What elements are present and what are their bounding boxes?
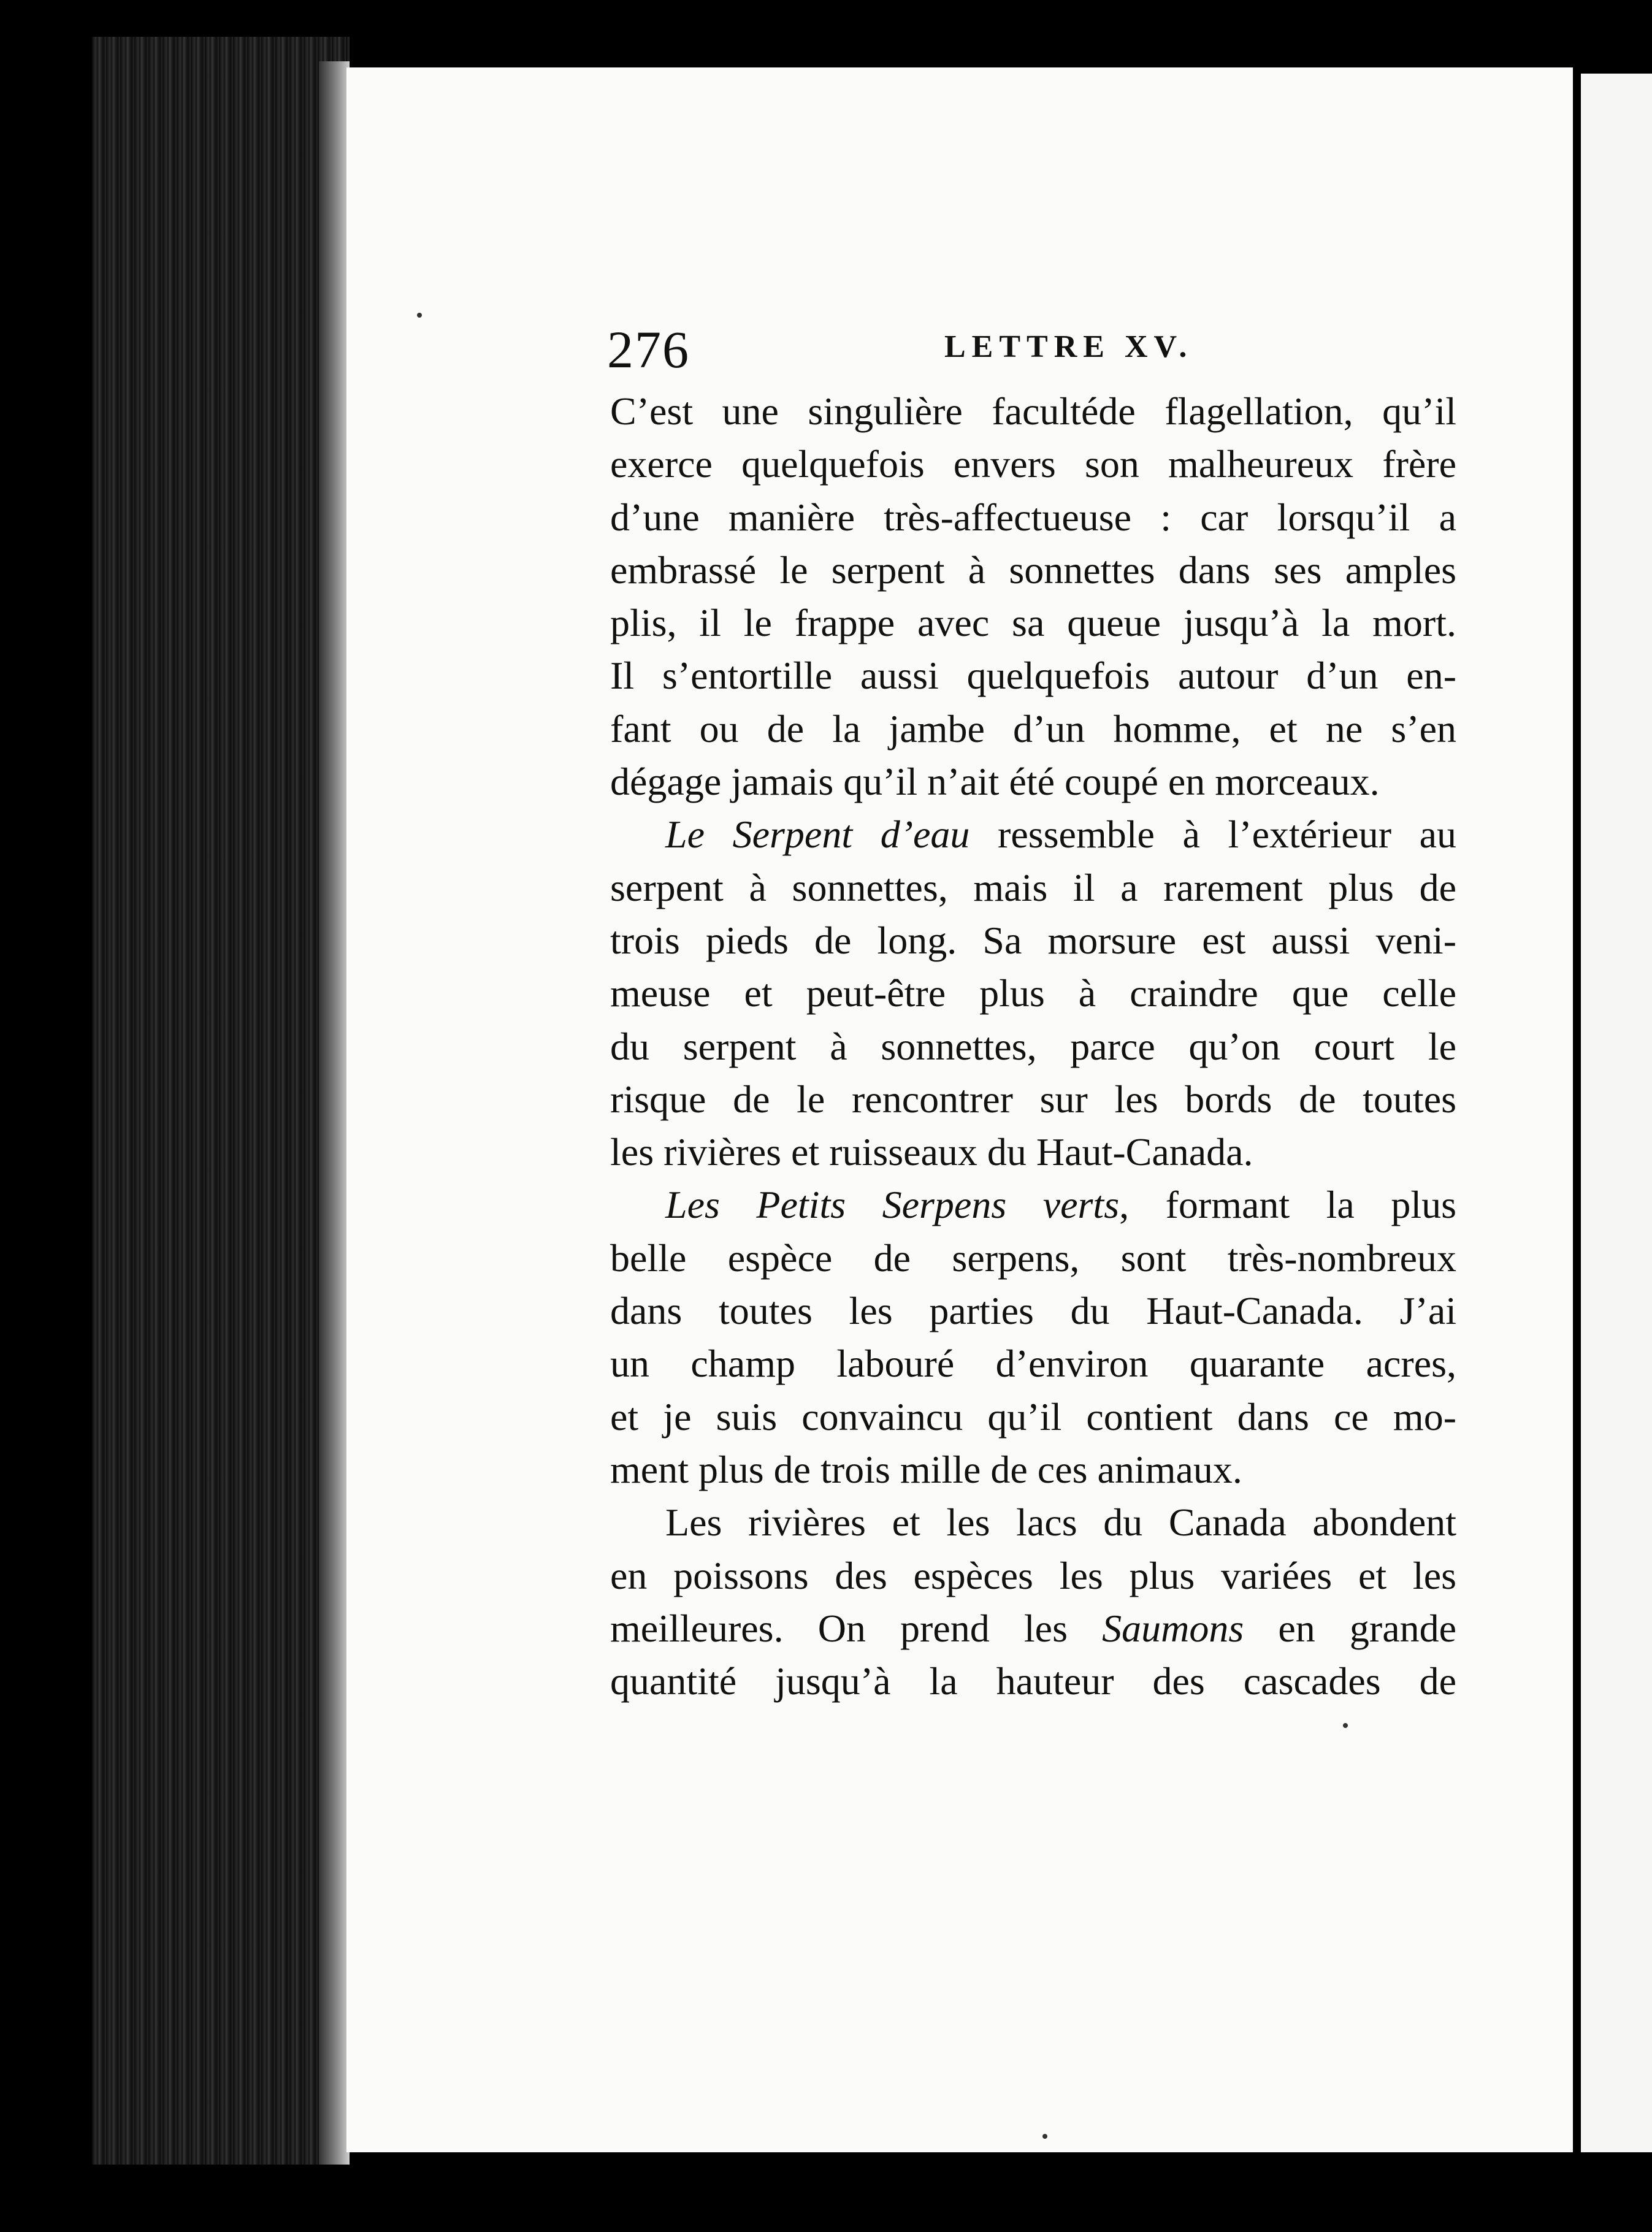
text-line: dans toutes les parties du Haut-Canada. J’ai [610,1289,1456,1333]
text-line: serpent à sonnettes, mais il a rarement plus de [610,865,1456,909]
page-edge-rule [1575,67,1581,2152]
text-line: en poissons des espèces les plus variées et les [610,1553,1456,1597]
species-name: Les Petits Serpens verts [665,1183,1120,1227]
text-line: fant ou de la jambe d’un homme, et ne s’en [610,706,1456,751]
scan-speck [1343,1723,1348,1728]
text-line: embrassé le serpent à sonnettes dans ses amples [610,548,1456,592]
text-line: du serpent à sonnettes, parce qu’on court le [610,1024,1456,1068]
species-name: Le Serpent d’eau [665,812,970,857]
text-line: Il s’entortille aussi quelquefois autour d’un en- [610,654,1456,698]
text-line: Le Serpent d’eau ressemble à l’extérieur au [665,812,1456,857]
text-line: les rivières et ruisseaux du Haut-Canada. [610,1130,1253,1174]
book-binding-edge [92,37,350,2165]
text-line: et je suis convaincu qu’il contient dans ce mo- [610,1394,1456,1439]
text-line: C’est une singulière facultéde flagellation, qu’il [610,389,1456,433]
page-number: 276 [607,320,690,379]
running-head [607,319,1466,380]
next-page-edge [1581,74,1652,2152]
text-line: Les rivières et les lacs du Canada abondent [665,1500,1456,1545]
letter-heading: LETTRE XV. [944,329,1193,364]
page-gutter-shadow [319,61,350,2165]
text-line: trois pieds de long. Sa morsure est aussi veni- [610,918,1456,962]
body-text [610,385,1456,1708]
text-line: belle espèce de serpens, sont très-nombreux [610,1236,1456,1280]
text-line: ment plus de trois mille de ces animaux. [610,1447,1242,1491]
text-line: meilleures. On prend les Saumons en grande [610,1606,1456,1650]
scan-speck [417,313,422,318]
text-line: exerce quelquefois envers son malheureux frère [610,442,1456,486]
text-line: risque de le rencontrer sur les bords de toutes [610,1077,1456,1121]
scan-speck [1042,2134,1047,2139]
text-line: quantité jusqu’à la hauteur des cascades de [610,1659,1456,1703]
text-line: un champ labouré d’environ quarante acres, [610,1342,1456,1386]
text-line: plis, il le frappe avec sa queue jusqu’à la mort. [610,601,1456,645]
species-name: Saumons [1102,1606,1244,1650]
text-line: dégage jamais qu’il n’ait été coupé en morceaux. [610,760,1380,804]
text-line: Les Petits Serpens verts, formant la plus [665,1183,1456,1227]
text-line: d’une manière très-affectueuse : car lorsqu’il a [610,495,1456,539]
text-line: meuse et peut-être plus à craindre que celle [610,971,1456,1015]
